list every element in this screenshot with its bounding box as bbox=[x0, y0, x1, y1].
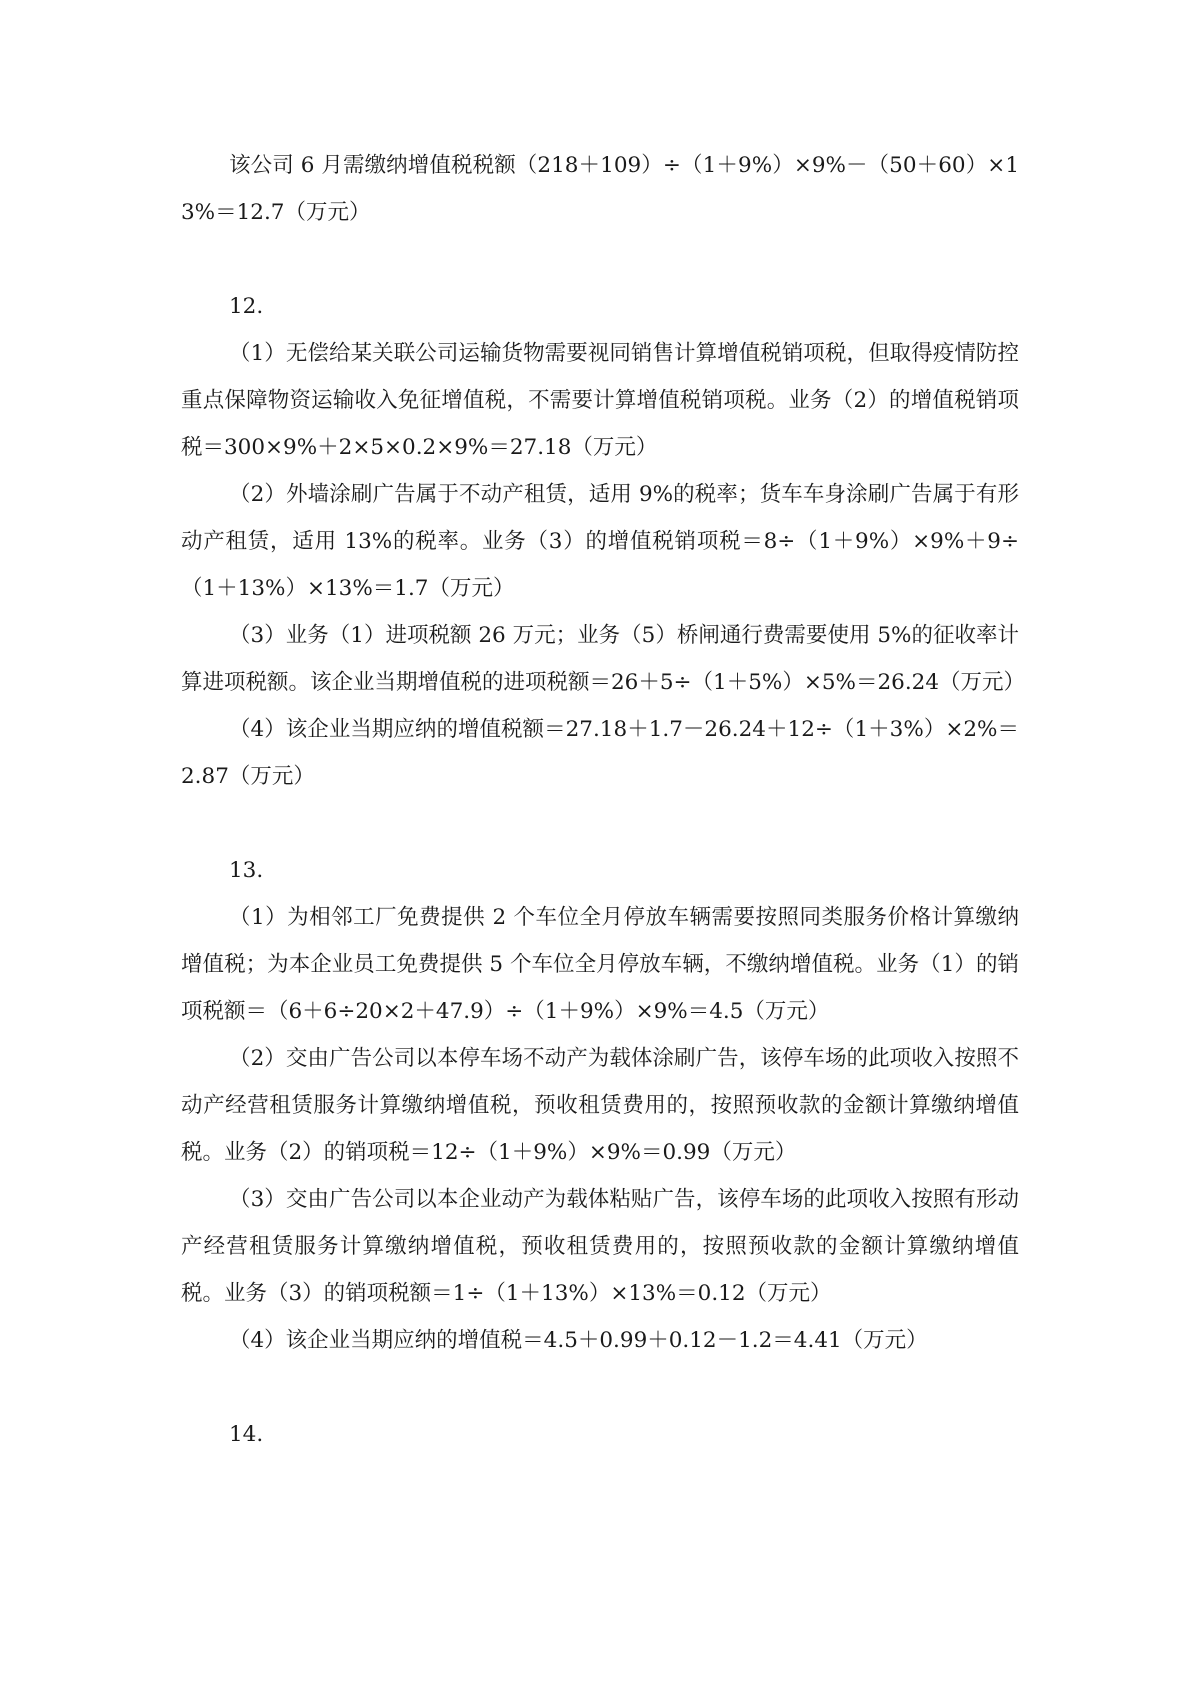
q12-item-4: （4）该企业当期应纳的增值税额＝27.18＋1.7－26.24＋12÷（1＋3%）×2%＝2.87（万元） bbox=[181, 717, 1019, 789]
q13-item-1: （1）为相邻工厂免费提供 2 个车位全月停放车辆需要按照同类服务价格计算缴纳增值税；为本企业员工免费提供 5 个车位全月停放车辆，不缴纳增值税。业务（1）的销项税额＝（6＋6÷20×2＋47.9）÷（1＋9%）×9%＝4.5（万元） bbox=[181, 905, 1019, 1024]
question-number-12: 12. bbox=[229, 294, 264, 319]
question-number-14: 14. bbox=[229, 1422, 264, 1447]
intro-paragraph: 该公司 6 月需缴纳增值税税额（218＋109）÷（1＋9%）×9%－（50＋60）×13%＝12.7（万元） bbox=[181, 153, 1019, 225]
q13-item-2: （2）交由广告公司以本停车场不动产为载体涂刷广告，该停车场的此项收入按照不动产经营租赁服务计算缴纳增值税，预收租赁费用的，按照预收款的金额计算缴纳增值税。业务（2）的销项税＝12÷（1＋9%）×9%＝0.99（万元） bbox=[181, 1046, 1019, 1165]
section-gap bbox=[181, 1364, 1019, 1411]
q13-item-3: （3）交由广告公司以本企业动产为载体粘贴广告，该停车场的此项收入按照有形动产经营租赁服务计算缴纳增值税，预收租赁费用的，按照预收款的金额计算缴纳增值税。业务（3）的销项税额＝1÷（1＋13%）×13%＝0.12（万元） bbox=[181, 1187, 1019, 1306]
q13-item-4: （4）该企业当期应纳的增值税＝4.5＋0.99＋0.12－1.2＝4.41（万元） bbox=[229, 1328, 928, 1353]
section-gap bbox=[181, 800, 1019, 847]
q12-item-3: （3）业务（1）进项税额 26 万元；业务（5）桥闸通行费需要使用 5%的征收率计算进项税额。该企业当期增值税的进项税额＝26＋5÷（1＋5%）×5%＝26.24（万元） bbox=[181, 623, 1026, 695]
question-number-13: 13. bbox=[229, 858, 264, 883]
section-gap bbox=[181, 236, 1019, 283]
q12-item-1: （1）无偿给某关联公司运输货物需要视同销售计算增值税销项税，但取得疫情防控重点保障物资运输收入免征增值税，不需要计算增值税销项税。业务（2）的增值税销项税＝300×9%＋2×5×0.2×9%＝27.18（万元） bbox=[181, 341, 1019, 460]
q12-item-2: （2）外墙涂刷广告属于不动产租赁，适用 9%的税率；货车车身涂刷广告属于有形动产租赁，适用 13%的税率。业务（3）的增值税销项税＝8÷（1＋9%）×9%＋9÷（1＋13%）×13%＝1.7（万元） bbox=[181, 482, 1019, 601]
answer-text-block bbox=[181, 142, 1026, 1458]
